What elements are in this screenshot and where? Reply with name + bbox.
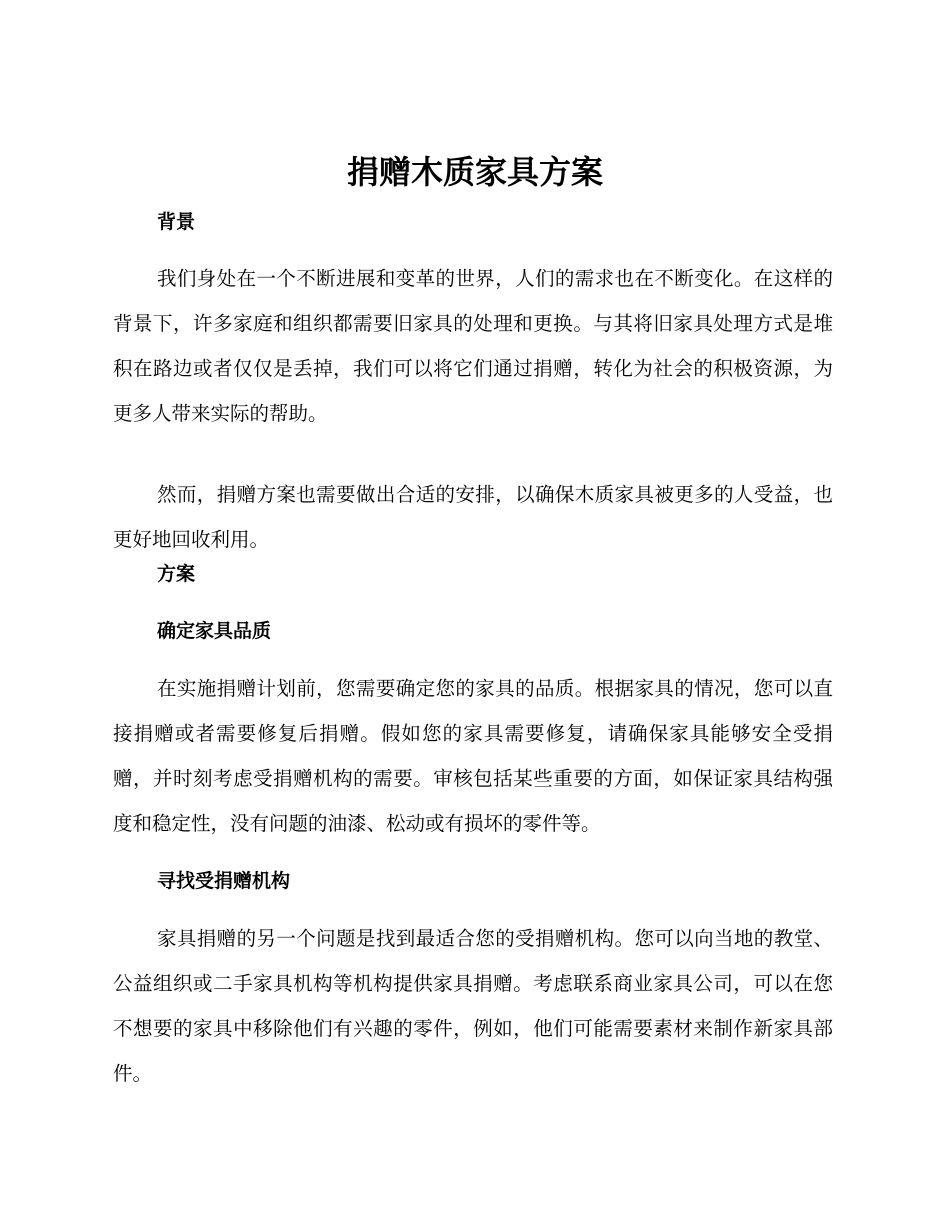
paragraph-background-2: 然而，捐赠方案也需要做出合适的安排，以确保木质家具被更多的人受益，也更好地回收利用。 [113, 483, 833, 551]
section-heading-background: 背景 [157, 211, 196, 233]
paragraph-background-1: 我们身处在一个不断进展和变革的世界，人们的需求也在不断变化。在这样的背景下，许多家庭和组织都需要旧家具的处理和更换。与其将旧家具处理方式是堆积在路边或者仅仅是丢掉，我们可以将它们通过捐赠，转化为社会的积极资源，为更多人带来实际的帮助。 [113, 267, 833, 425]
paragraph-quality: 在实施捐赠计划前，您需要确定您的家具的品质。根据家具的情况，您可以直接捐赠或者需要修复后捐赠。假如您的家具需要修复，请确保家具能够安全受捐赠，并时刻考虑受捐赠机构的需要。审核包括某些重要的方面，如保证家具结构强度和稳定性，没有问题的油漆、松动或有损坏的零件等。 [113, 677, 833, 835]
subsection-heading-organization: 寻找受捐赠机构 [157, 870, 291, 892]
paragraph-organization: 家具捐赠的另一个问题是找到最适合您的受捐赠机构。您可以向当地的教堂、公益组织或二手家具机构等机构提供家具捐赠。考虑联系商业家具公司，可以在您不想要的家具中移除他们有兴趣的零件，例如，他们可能需要素材来制作新家具部件。 [113, 927, 833, 1085]
document-title: 捐赠木质家具方案 [346, 153, 603, 191]
subsection-heading-quality: 确定家具品质 [157, 620, 272, 642]
section-heading-plan: 方案 [157, 563, 196, 585]
